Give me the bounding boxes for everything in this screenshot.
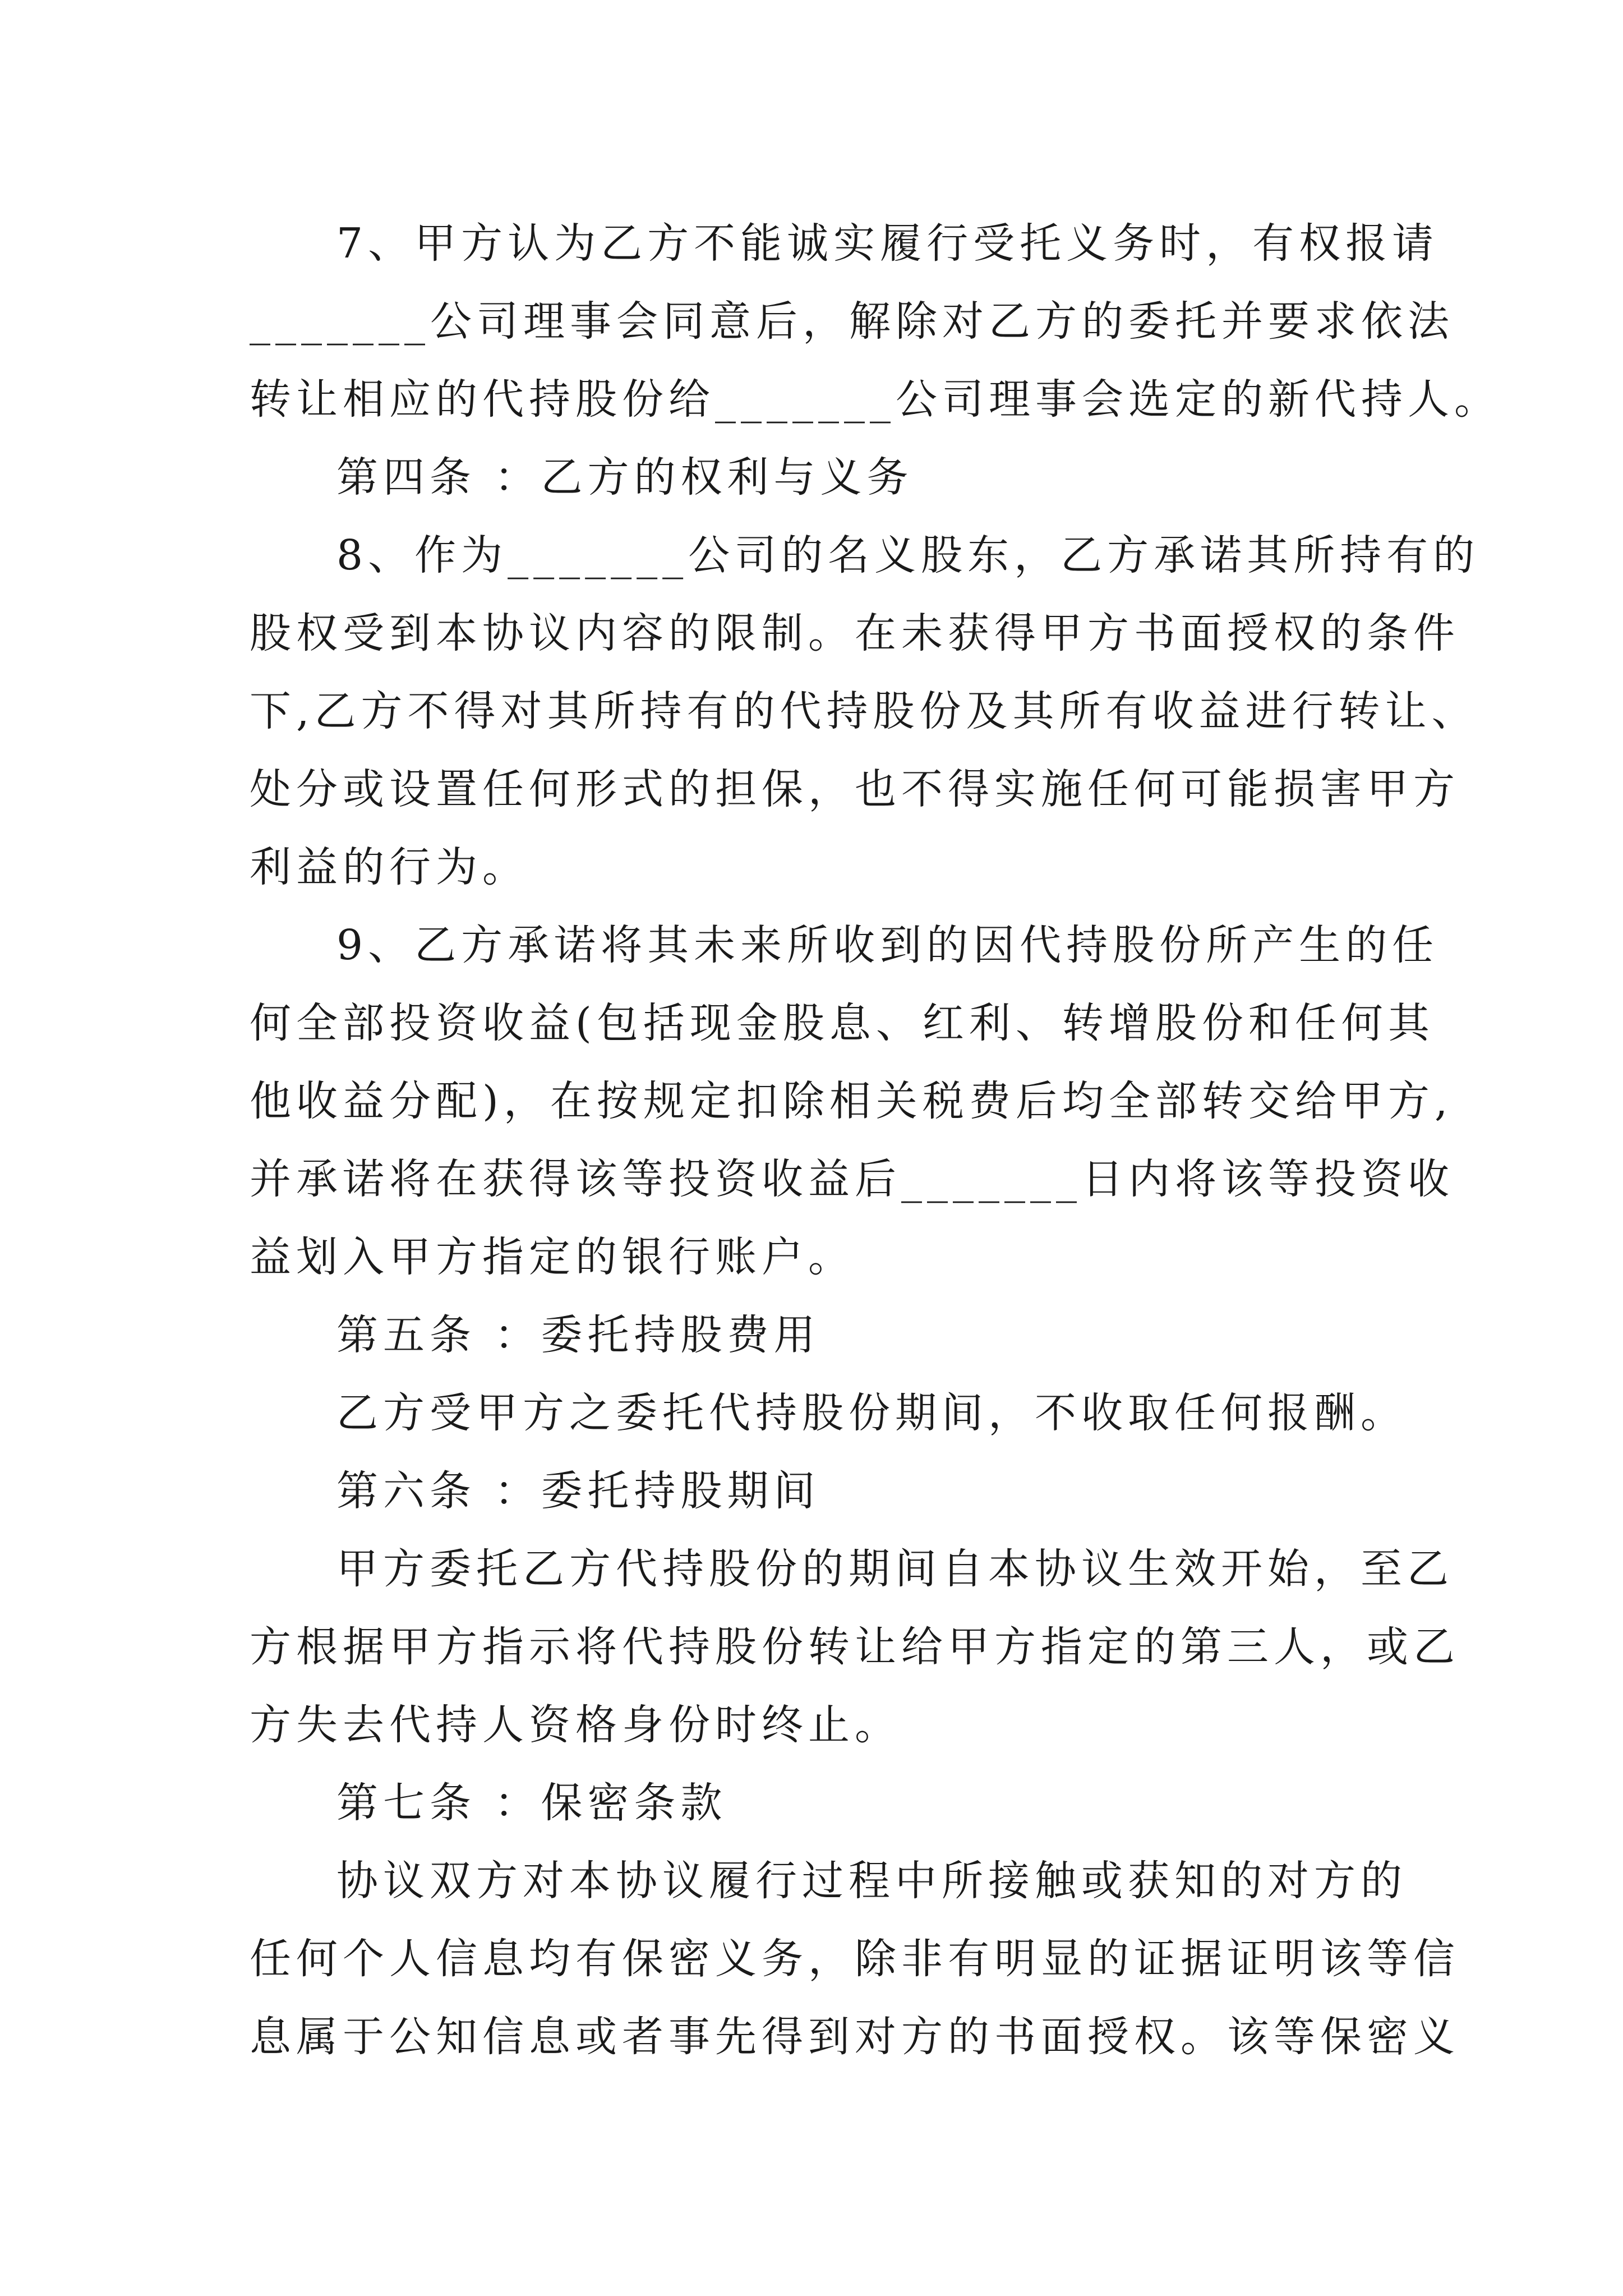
paragraph-7-line-3: 转让相应的代持股份给_______公司理事会选定的新代持人。 bbox=[250, 375, 1501, 424]
article-6-line-2: 方根据甲方指示将代持股份转让给甲方指定的第三人，或乙 bbox=[250, 1623, 1460, 1671]
article-7-line-3: 息属于公知信息或者事先得到对方的书面授权。该等保密义 bbox=[250, 2013, 1460, 2061]
paragraph-8-line-1: 8、作为_______公司的名义股东，乙方承诺其所持有的 bbox=[336, 531, 1480, 579]
article-6-line-3: 方失去代持人资格身份时终止。 bbox=[250, 1701, 901, 1749]
document-body bbox=[250, 205, 1501, 2076]
paragraph-8-line-5: 利益的行为。 bbox=[250, 843, 529, 891]
article-6-line-1: 甲方委托乙方代持股份的期间自本协议生效开始，至乙 bbox=[336, 1545, 1454, 1593]
article-4-heading: 第四条 ：乙方的权利与义务 bbox=[336, 453, 914, 501]
paragraph-7-line-1: 7、甲方认为乙方不能诚实履行受托义务时，有权报请 bbox=[336, 219, 1439, 268]
paragraph-8-line-2: 股权受到本协议内容的限制。在未获得甲方书面授权的条件 bbox=[250, 609, 1460, 657]
paragraph-8-line-4: 处分或设置任何形式的担保，也不得实施任何可能损害甲方 bbox=[250, 765, 1460, 813]
article-5-text: 乙方受甲方之委托代持股份期间，不收取任何报酬。 bbox=[336, 1389, 1407, 1437]
article-5-heading: 第五条 ：委托持股费用 bbox=[336, 1311, 820, 1359]
paragraph-8-line-3: 下,乙方不得对其所持有的代持股份及其所有收益进行转让、 bbox=[250, 687, 1478, 735]
paragraph-9-line-1: 9、乙方承诺将其未来所收到的因代持股份所产生的任 bbox=[336, 921, 1439, 969]
article-7-line-2: 任何个人信息均有保密义务，除非有明显的证据证明该等信 bbox=[250, 1935, 1460, 1983]
paragraph-9-line-2: 何全部投资收益(包括现金股息、红利、转增股份和任何其 bbox=[250, 999, 1435, 1047]
paragraph-9-line-4: 并承诺将在获得该等投资收益后_______日内将该等投资收 bbox=[250, 1155, 1454, 1203]
paragraph-9-line-5: 益划入甲方指定的银行账户。 bbox=[250, 1233, 855, 1281]
article-6-heading: 第六条 ：委托持股期间 bbox=[336, 1467, 820, 1515]
article-7-heading: 第七条 ：保密条款 bbox=[336, 1779, 727, 1827]
paragraph-9-line-3: 他收益分配)，在按规定扣除相关税费后均全部转交给甲方, bbox=[250, 1077, 1453, 1125]
article-7-line-1: 协议双方对本协议履行过程中所接触或获知的对方的 bbox=[336, 1857, 1407, 1905]
paragraph-7-line-2: _______公司理事会同意后，解除对乙方的委托并要求依法 bbox=[250, 297, 1454, 346]
